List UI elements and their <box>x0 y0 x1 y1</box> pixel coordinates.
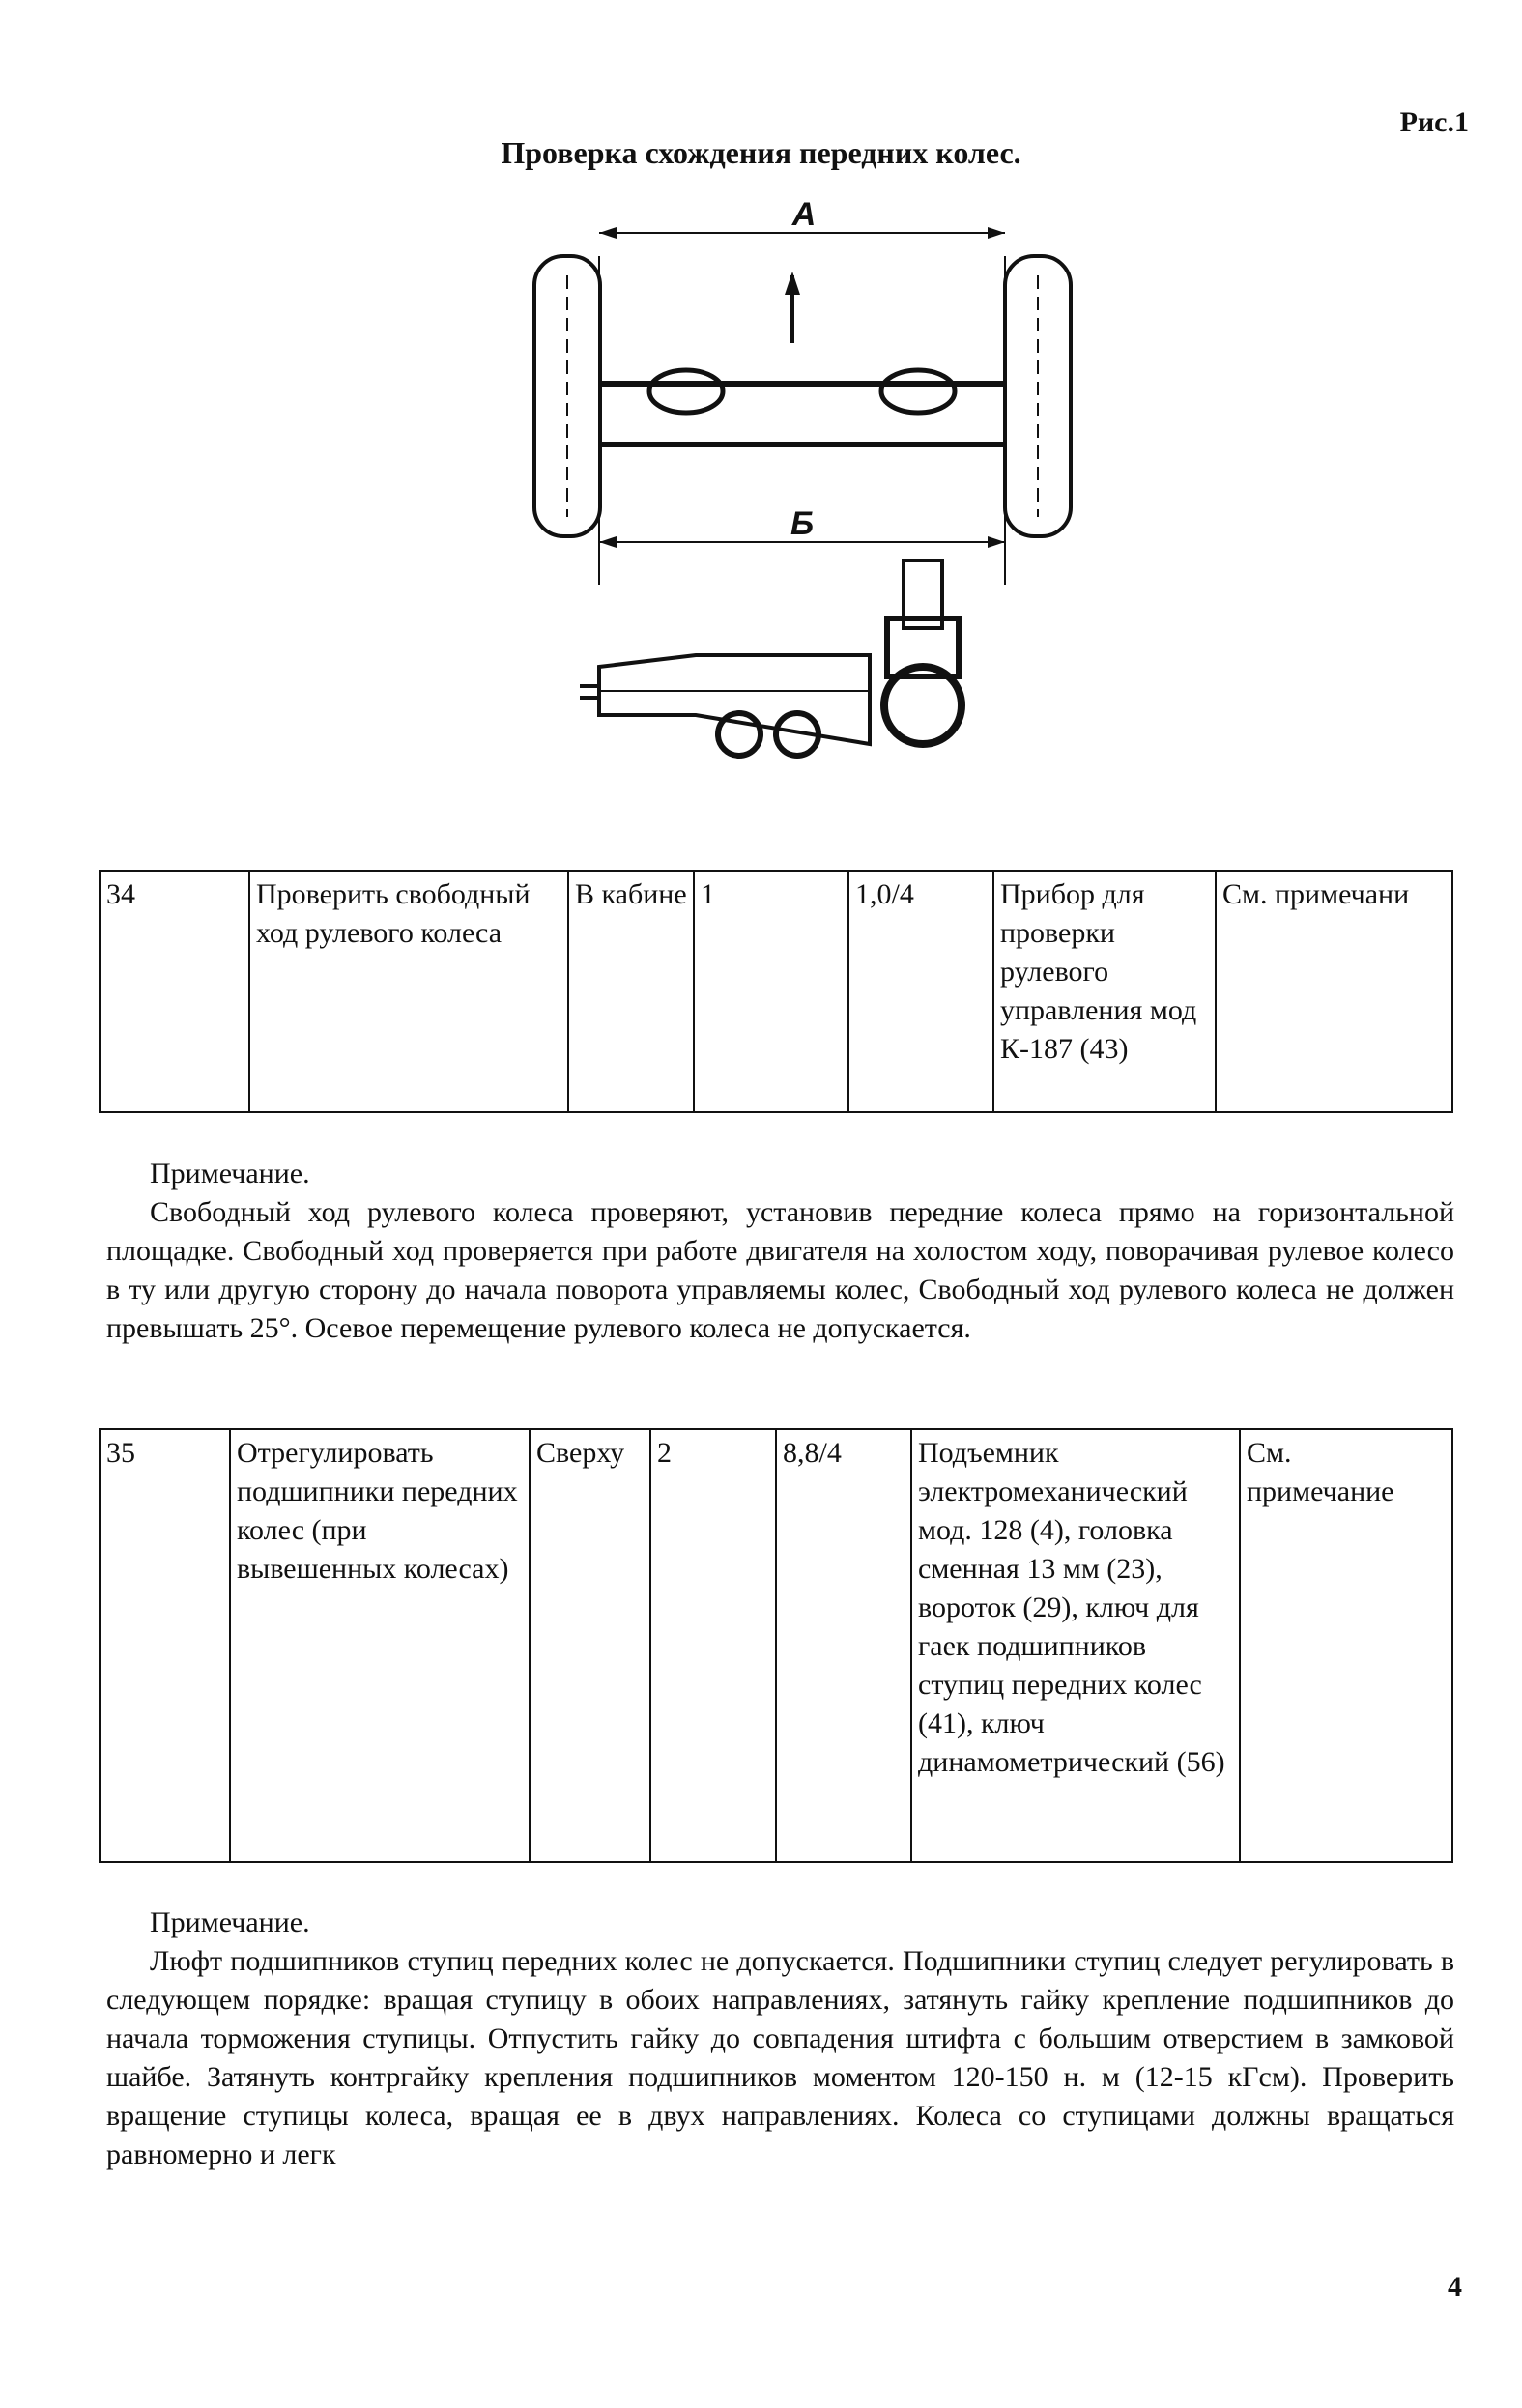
operation-requirements: См. примечани <box>1216 871 1452 1112</box>
operation-number: 35 <box>100 1429 230 1862</box>
toe-in-diagram <box>503 198 1082 604</box>
operation-workers: 2 <box>650 1429 776 1862</box>
note-body-2: Люфт подшипников ступиц передних колес не допускается. Подшипники ступиц следует регулировать в следующем порядке: вращая ступицу в обоих направлениях, затянуть гайку крепление подшипников до начала торможения ступицы. Отпустить гайку до совпадения штифта с большим отверстием в замковой шайбе. Затянуть контргайку крепления подшипников моментом 120-150 н. м (12-15 кГсм). Проверить вращение ступицы колеса, вращая ее в двух направлениях. Колеса со ступицами должны вращаться равномерно и легк <box>106 1945 1454 2170</box>
operation-labor: 8,8/4 <box>776 1429 911 1862</box>
operation-requirements: См. примечание <box>1240 1429 1452 1862</box>
note-title-1: Примечание. <box>150 1158 310 1190</box>
operation-location: В кабине <box>568 871 694 1112</box>
tie-rod-end-sketch <box>580 551 1005 783</box>
note-body-1: Свободный ход рулевого колеса проверяют, установив передние колеса прямо на горизонтальной площадке. Свободный ход проверяется при работе двигателя на холостом ходу, поворачивая рулевое колесо в ту или другую сторону до начала поворота управляемы колес, Свободный ход рулевого колеса не должен превышать 25°. Осевое перемещение рулевого колеса не допускается. <box>106 1196 1454 1344</box>
operation-location: Сверху <box>530 1429 650 1862</box>
operation-name: Отрегулировать подшипники передних колес (при вывешенных колесах) <box>230 1429 530 1862</box>
figure-label: Рис.1 <box>1399 106 1469 138</box>
dimension-a-label: А <box>791 198 817 233</box>
figure-title: Проверка схождения передних колес. <box>501 135 1021 170</box>
note-title-2: Примечание. <box>150 1906 310 1938</box>
operation-table-34 <box>99 870 1453 1113</box>
operation-number: 34 <box>100 871 249 1112</box>
operation-name: Проверить свободный ход рулевого колеса <box>249 871 568 1112</box>
operation-workers: 1 <box>694 871 848 1112</box>
operation-tools: Подъемник электромеханический мод. 128 (4), головка сменная 13 мм (23), вороток (29), ключ для гаек подшипников ступиц передних колес (41), ключ динамометрический (56) <box>911 1429 1240 1862</box>
operation-tools: Прибор для проверки рулевого управления мод К-187 (43) <box>993 871 1216 1112</box>
page-number: 4 <box>1448 2271 1462 2303</box>
operation-table-35 <box>99 1428 1453 1863</box>
dimension-b-label: Б <box>790 505 815 542</box>
operation-labor: 1,0/4 <box>848 871 993 1112</box>
